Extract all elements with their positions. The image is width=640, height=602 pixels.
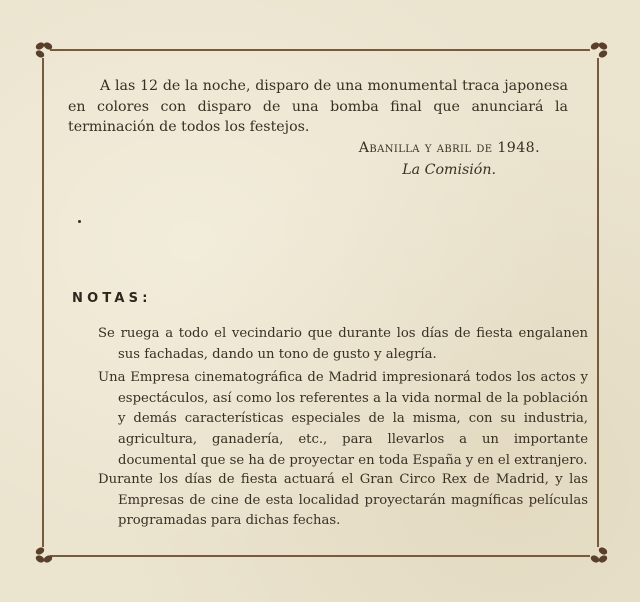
announcement-text: A las 12 de la noche, disparo de una monumental traca japonesa en colores con disparo de una bomba final que anunciará la terminación de todos los festejos. — [68, 78, 568, 135]
border-top — [50, 49, 590, 51]
corner-ornament-icon — [33, 545, 55, 565]
corner-ornament-icon — [33, 40, 55, 60]
note-item: Una Empresa cinematográfica de Madrid impresionará todos los actos y espectáculos, así como los referentes a la vida normal de la población y demás características especiales de la misma, con su industria, agricultura, ganadería, etc., para llevarlos a un importante documental que se ha de proyectar en toda España y en el extranjero. — [98, 370, 588, 468]
commission-signature: La Comisión. — [402, 162, 496, 178]
note-item: Se ruega a todo el vecindario que durante los días de fiesta engalanen sus fachadas, dando un tono de gusto y alegría. — [98, 326, 588, 362]
border-right — [597, 58, 599, 547]
corner-ornament-icon — [588, 545, 610, 565]
place-date: Abanilla y abril de 1948. — [358, 140, 540, 156]
border-left — [42, 58, 44, 547]
signature-block — [340, 137, 540, 181]
ink-speck — [78, 220, 81, 223]
note-item: Durante los días de fiesta actuará el Gran Circo Rex de Madrid, y las Empresas de cine de esta localidad proyectarán magníficas películas programadas para dichas fechas. — [98, 472, 588, 529]
border-bottom — [50, 555, 590, 557]
corner-ornament-icon — [588, 40, 610, 60]
notes-title: NOTAS: — [72, 291, 152, 306]
announcement-paragraph — [68, 76, 568, 138]
